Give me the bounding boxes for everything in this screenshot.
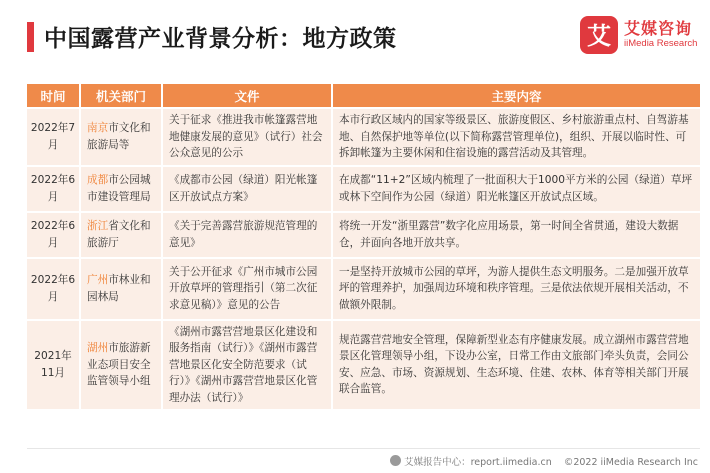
time-text: 2022年7月 bbox=[30, 122, 76, 151]
page-footer bbox=[0, 448, 710, 473]
logo-name-cn: 艾媒咨询 bbox=[624, 19, 693, 38]
table-row bbox=[27, 212, 700, 258]
cell-time bbox=[27, 320, 80, 410]
city-name: 南京 bbox=[87, 122, 109, 135]
department-name: 市旅游新业态项目安全监管领导小组 bbox=[87, 342, 151, 387]
footer-text bbox=[390, 454, 698, 468]
time-text: 2022年6月 bbox=[30, 274, 76, 303]
cell-content: 在成都“11+2”区域内梳理了一批面积大于1000平方米的公园（绿道）草坪或林下空间作为公园（绿道）阳光帐篷区开放试点区域。 bbox=[332, 166, 700, 212]
column-header-file: 文件 bbox=[162, 84, 332, 108]
footer-divider bbox=[27, 448, 700, 449]
cell-department bbox=[80, 320, 162, 410]
time-text: 2022年6月 bbox=[30, 174, 76, 203]
table-row bbox=[27, 166, 700, 212]
column-header-content: 主要内容 bbox=[332, 84, 700, 108]
department-name: 市林业和园林局 bbox=[87, 274, 151, 303]
cell-content: 本市行政区域内的国家等级景区、旅游度假区、乡村旅游重点村、自驾游基地、自然保护地等单位(以下简称露营管理单位)，组织、开展以临时性、可拆卸帐篷为主要休闲和住宿设施的露营活动及其管理。 bbox=[332, 108, 700, 166]
cell-department bbox=[80, 258, 162, 320]
cell-time bbox=[27, 108, 80, 166]
table-row bbox=[27, 108, 700, 166]
department-name: 市公园城市建设管理局 bbox=[87, 174, 151, 203]
logo-mark-icon bbox=[580, 16, 618, 54]
city-name: 成都 bbox=[87, 174, 109, 186]
cell-file: 《成都市公园（绿道）阳光帐篷区开放试点方案》 bbox=[162, 166, 332, 212]
footer-copyright: ©2022 iiMedia Research Inc bbox=[563, 457, 698, 468]
cell-department bbox=[80, 108, 162, 166]
policy-table bbox=[27, 84, 700, 409]
cell-department bbox=[80, 166, 162, 212]
cell-file: 关于公开征求《广州市城市公园开放草坪的管理指引（第二次征求意见稿）》意见的公告 bbox=[162, 258, 332, 320]
department-name: 省文化和旅游厅 bbox=[87, 220, 151, 249]
cell-time bbox=[27, 166, 80, 212]
city-name: 浙江 bbox=[87, 220, 109, 232]
department-name: 市文化和旅游局等 bbox=[87, 122, 151, 151]
cell-content: 一是坚持开放城市公园的草坪，为游人提供生态文明服务。二是加强开放草坪的管理养护，加强周边环境和秩序管理。三是依法依规开展相关活动，不做额外限制。 bbox=[332, 258, 700, 320]
page-header bbox=[0, 0, 710, 72]
report-center-icon bbox=[390, 455, 401, 466]
logo-name-en: iiMedia Research bbox=[624, 38, 698, 49]
cell-file: 《关于完善露营旅游规范管理的意见》 bbox=[162, 212, 332, 258]
table-row bbox=[27, 258, 700, 320]
time-text: 2022年6月 bbox=[30, 220, 76, 249]
city-name: 广州 bbox=[87, 274, 109, 286]
cell-file: 关于征求《推进我市帐篷露营地地健康发展的意见》（试行）社会公众意见的公示 bbox=[162, 108, 332, 166]
column-header-department: 机关部门 bbox=[80, 84, 162, 108]
title-accent-bar bbox=[27, 22, 34, 52]
cell-time bbox=[27, 258, 80, 320]
cell-content: 将统一开发“浙里露营”数字化应用场景，第一时间全省贯通，建设大数据仓，并面向各地开放共享。 bbox=[332, 212, 700, 258]
cell-department bbox=[80, 212, 162, 258]
footer-source: 艾媒报告中心：report.iimedia.cn bbox=[404, 457, 552, 468]
brand-logo bbox=[580, 14, 700, 58]
cell-content: 规范露营营地安全管理，保障新型业态有序健康发展。成立湖州市露营营地景区化管理领导小组，下设办公室，日常工作由文旅部门牵头负责，会同公安、应急、市场、资源规划、生态环境、住建、农林、体育等相关部门开展联合监管。 bbox=[332, 320, 700, 410]
table-header-row bbox=[27, 84, 700, 108]
cell-file: 《湖州市露营营地景区化建设和服务指南（试行）》《湖州市露营营地景区化安全防范要求（试行）》《湖州市露营营地景区化管理办法（试行）》 bbox=[162, 320, 332, 410]
city-name: 湖州 bbox=[87, 342, 109, 354]
table-row bbox=[27, 320, 700, 410]
column-header-time: 时间 bbox=[27, 84, 80, 108]
page-title: 中国露营产业背景分析：地方政策 bbox=[44, 26, 397, 52]
cell-time bbox=[27, 212, 80, 258]
svg-text:艾: 艾 bbox=[587, 22, 611, 50]
time-text: 2021年11月 bbox=[34, 350, 72, 379]
